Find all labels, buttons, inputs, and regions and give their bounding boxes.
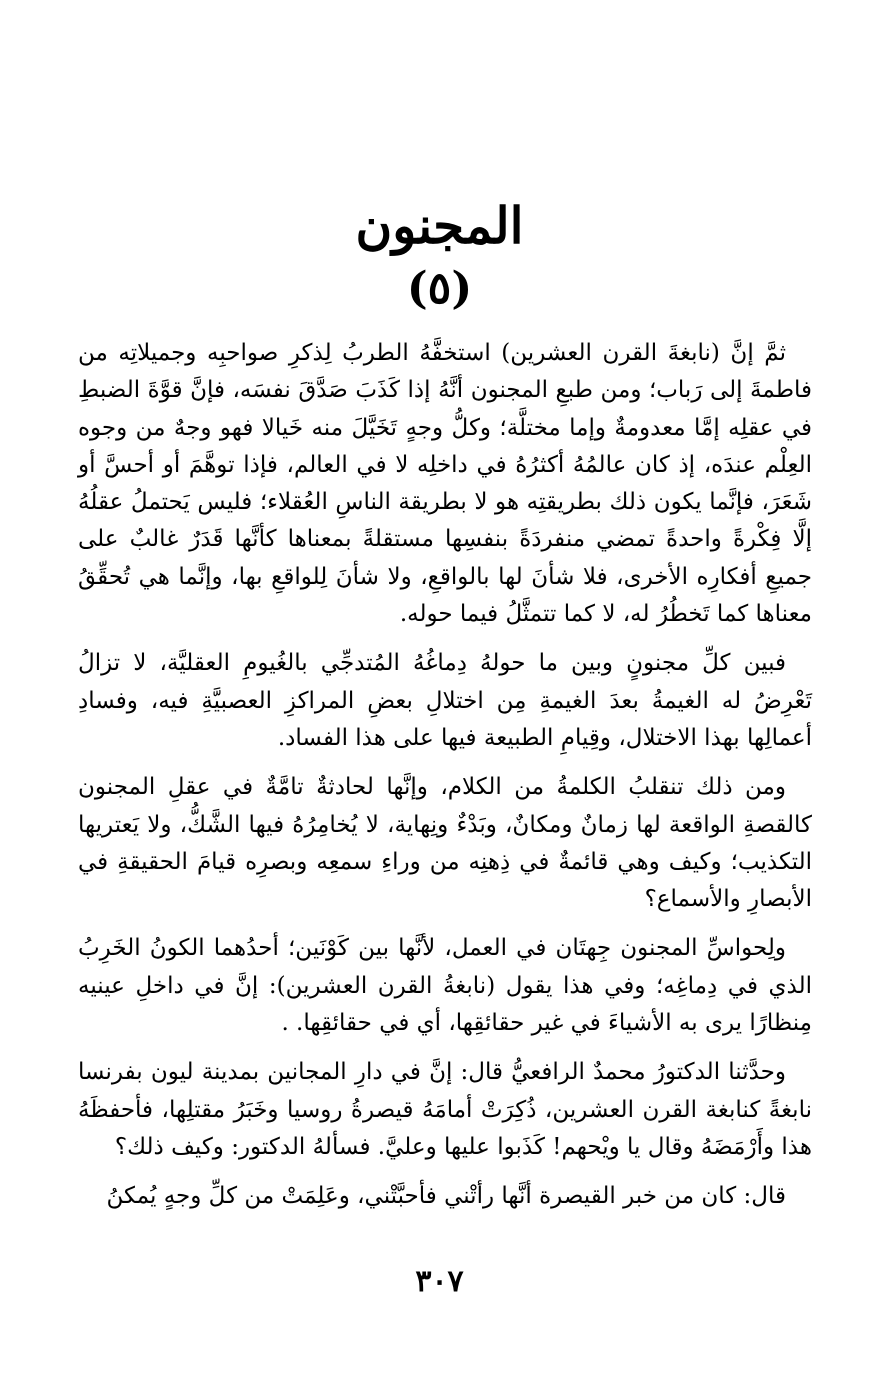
paragraph: قال: كان من خبر القيصرة أنَّها رأتْني فأحبَّتْني، وعَلِمَتْ من كلِّ وجهٍ يُمكنُ (106, 1183, 786, 1210)
paragraph: ثمَّ إنَّ (نابغةَ القرن العشرين) استخفَّهُ الطربُ لِذكرِ صواحبِه وجميلاتِه من فاطمةَ إلى رَباب؛ ومن طبعِ المجنون أنَّهُ إذا كَذَبَ صَدَّقَ نفسَه، فإنَّ قوَّةَ الضبطِ في عقلِه إمَّا معدومةٌ وإما مختلَّة؛ وكلُّ وجهٍ تَخَيَّلَ منه خَيالا فهو وجهٌ من وجوه العِلْم عندَه، إذ كان عالمُهُ أكثرُهُ في داخلِه لا في العالم، فإذا توهَّمَ أو أحسَّ أو شَعَرَ، فإنَّما يكون ذلك بطريقتِه هو لا بطريقة الناسِ العُقلاء؛ فليس يَحتملُ عقلُهُ إلَّا فِكْرةً واحدةً تمضي منفردَةً بنفسِها مستقلةً بمعناها كأنَّها قَدَرٌ غالبٌ على جميعِ أفكارِه الأخرى، فلا شأنَ لها بالواقعِ، ولا شأنَ لِلواقعِ بها، وإنَّما هي تُحقِّقُ معناها كما تَخطُرُ له، لا كما تتمثَّلُ فيما حوله. (78, 340, 812, 628)
paragraph: ولِحواسِّ المجنون جِهتَان في العمل، لأنَّها بين كَوْنَين؛ أحدُهما الكونُ الخَرِبُ الذي في دِماغِه؛ وفي هذا يقول (نابغةُ القرن العشرين): إنَّ في داخلِ عينيه مِنظارًا يرى به الأشياءَ في غير حقائقِها، أي في حقائقِها. . (78, 935, 812, 1037)
paragraph: فبين كلِّ مجنونٍ وبين ما حولهُ دِماغُهُ المُتدجِّي بالغُيومِ العقليَّة، لا تزالُ تَعْرِضُ له الغيمةُ بعدَ الغيمةِ مِن اختلالِ بعضِ المراكزِ العصبيَّةِ فيه، وفسادِ أعمالِها بهذا الاختلال، وقِيامِ الطبيعة فيها على هذا الفساد. (78, 650, 812, 751)
chapter-title: المجنون (355, 196, 524, 255)
paragraph: وحدَّثنا الدكتورُ محمدٌ الرافعيُّ قال: إنَّ في دارِ المجانين بمدينة ليون بفرنسا نابغةً كنابغة القرن العشرين، ذُكِرَتْ أمامَهُ قيصرةُ روسيا وخَبَرُ مقتلِها، فأحفظَهُ هذا وأَرْمَضَهُ وقال يا ويْحهم! كَذَبوا عليها وعليَّ. فسألهُ الدكتور: وكيف ذلك؟ (78, 1059, 812, 1160)
body-text (78, 335, 812, 1228)
paragraph: ومن ذلك تنقلبُ الكلمةُ من الكلام، وإنَّها لحادثةٌ تامَّةٌ في عقلِ المجنون كالقصةِ الواقعة لها زمانٌ ومكانٌ، وبَدْءٌ ونِهاية، لا يُخامِرُهُ فيها الشَّكُّ، ولا يَعتريها التكذيب؛ وكيف وهي قائمةٌ في ذِهنِه من وراءِ سمعِه وبصرِه قيامَ الحقيقةِ في الأبصارِ والأسماع؟ (78, 774, 812, 913)
page-number: ٣٠٧ (415, 1264, 464, 1299)
chapter-number: (٥) (406, 263, 473, 314)
